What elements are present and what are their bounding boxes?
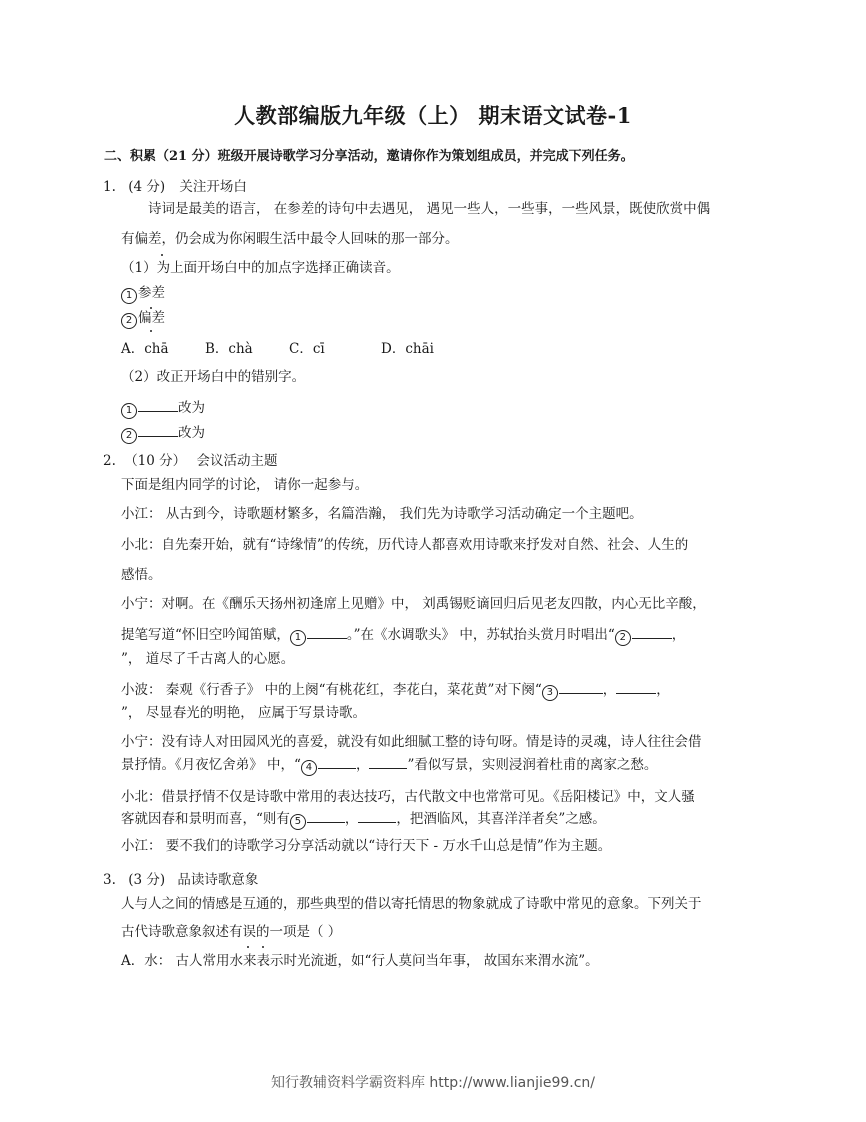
circled-number: 2 [121, 313, 137, 329]
q2-dialogue-4a [121, 680, 670, 701]
answer-blank[interactable] [559, 680, 603, 694]
choice-b[interactable]: B．chà [205, 341, 253, 357]
question-number: 1. [103, 179, 116, 195]
q2-dialogue-7: 小江： 要不我们的诗歌学习分享活动就以“诗行天下 - 万水千山总是情”作为主题。 [121, 838, 612, 854]
circled-number: 2 [121, 428, 137, 444]
section-heading: 二、积累（21 分）班级开展诗歌学习分享活动，邀请你作为策划组成员，并完成下列任务。 [104, 149, 634, 164]
q2-dialogue-1: 小江： 从古到今，诗歌题材繁多，名篇浩瀚， 我们先为诗歌学习活动确定一个主题吧。 [121, 506, 643, 522]
choice-d[interactable]: D．chāi [381, 341, 434, 357]
answer-blank[interactable] [138, 423, 178, 437]
q3-option-a[interactable]: A．水： 古人常用水来表示时光流逝，如“行人莫问当年事， 故国东来渭水流”。 [121, 953, 599, 969]
q1-fix-1 [121, 398, 205, 419]
q2-dialogue-6a: 小北：借景抒情不仅是诗歌中常用的表达技巧，古代散文中也常常可见。《岳阳楼记》中，文人骚 [121, 789, 695, 805]
answer-blank[interactable] [632, 625, 672, 639]
question-2-header [103, 449, 277, 469]
circled-number: 1 [121, 288, 137, 304]
question-number: 3. [103, 872, 116, 888]
q1-subquestion-1: （1）为上面开场白中的加点字选择正确读音。 [121, 260, 400, 276]
circled-number: 5 [290, 814, 306, 830]
q2-dialogue-2a: 小北：自先秦开始，就有“诗缘情”的传统，历代诗人都喜欢用诗歌来抒发对自然、社会、人生的 [121, 537, 689, 553]
line-text: ， [344, 811, 359, 827]
emphasis-dot [161, 254, 163, 256]
circled-number: 3 [542, 685, 558, 701]
q1-option-2 [121, 312, 165, 329]
answer-blank[interactable] [307, 809, 345, 823]
q3-paragraph-line-1: 人与人之间的情感是互通的，那些典型的借以寄托情思的物象就成了诗歌中常见的意象。下列关于 [121, 896, 702, 912]
q1-fix-2 [121, 423, 205, 444]
line-text: ”看似写景，实则浸润着杜甫的离家之愁。 [407, 757, 658, 773]
question-topic: 会议活动主题 [196, 453, 278, 469]
answer-blank[interactable] [138, 398, 178, 412]
emphasis-dot [262, 946, 264, 948]
answer-blank[interactable] [307, 625, 347, 639]
circled-number: 1 [290, 630, 306, 646]
emphasis-dot [150, 330, 152, 332]
q1-option-1 [121, 287, 165, 304]
line-text: ， [656, 682, 670, 698]
option-text: 偏差 [138, 310, 165, 326]
q3-paragraph-line-2: 古代诗歌意象叙述有误的一项是（ ） [121, 924, 342, 940]
answer-blank[interactable] [616, 680, 656, 694]
choice-c[interactable]: C．cī [289, 341, 325, 357]
line-text: 景抒情。《月夜忆舍弟》 中，“ [121, 757, 301, 773]
question-3-header [103, 868, 258, 888]
line-text: ， [602, 682, 617, 698]
choice-a[interactable]: A．chā [121, 341, 169, 357]
q2-dialogue-5a: 小宁：没有诗人对田园风光的喜爱，就没有如此细腻工整的诗句呀。情是诗的灵魂，诗人往往会借 [121, 734, 702, 750]
answer-blank[interactable] [358, 809, 396, 823]
question-topic: 关注开场白 [179, 179, 247, 195]
question-topic: 品读诗歌意象 [177, 872, 259, 888]
q1-paragraph-line-2: 有偏差，仍会成为你闲暇生活中最令人回味的那一部分。 [121, 231, 459, 247]
q2-dialogue-3a: 小宁：对啊。在《酬乐天扬州初逢席上见赠》中， 刘禹锡贬谪回归后见老友四散，内心无比辛酸， [121, 596, 706, 612]
q2-dialogue-3b [121, 625, 685, 646]
line-text: 客就因春和景明而喜，“则有 [121, 811, 290, 827]
q2-dialogue-3c: ”， 道尽了千古离人的心愿。 [121, 651, 295, 667]
q1-subquestion-2: （2）改正开场白中的错别字。 [121, 369, 306, 385]
question-score: （10 分） [124, 453, 187, 469]
q2-dialogue-2b: 感悟。 [121, 567, 162, 583]
question-1-header [103, 175, 247, 195]
line-text: 提笔写道“怀旧空吟闻笛赋， [121, 627, 290, 643]
emphasis-dot [150, 307, 152, 309]
line-text: ， [671, 627, 686, 643]
emphasis-dot [247, 946, 249, 948]
question-score: (3 分) [128, 872, 166, 888]
circled-number: 2 [615, 630, 631, 646]
q2-dialogue-4b: ”， 尽显春光的明艳， 应属于写景诗歌。 [121, 705, 366, 721]
line-text: ，把酒临风，其喜洋洋者矣”之感。 [396, 811, 606, 827]
option-text: 参差 [138, 285, 165, 301]
page-footer: 知行教辅资料学霸资料库 http://www.lianjie99.cn/ [270, 1075, 596, 1091]
circled-number: 1 [121, 403, 137, 419]
q1-paragraph-line-1: 诗词是最美的语言， 在参差的诗句中去遇见， 遇见一些人，一些事，一些风景，既使欣赏中偶 [148, 201, 711, 217]
fix-label: 改为 [178, 400, 205, 416]
q2-dialogue-5b [121, 755, 657, 776]
line-text: 。”在《水调歌头》 中，苏轼抬头赏月时唱出“ [346, 627, 615, 643]
fix-label: 改为 [178, 425, 205, 441]
answer-blank[interactable] [318, 755, 356, 769]
line-text: 小波： 秦观《行香子》 中的上阕“有桃花红，李花白，菜花黄”对下阕“ [121, 682, 542, 698]
question-score: (4 分) [128, 179, 166, 195]
q2-intro: 下面是组内同学的讨论， 请你一起参与。 [121, 477, 369, 493]
answer-blank[interactable] [369, 755, 407, 769]
q2-dialogue-6b [121, 809, 606, 830]
line-text: ， [355, 757, 370, 773]
page-title: 人教部编版九年级（上） 期末语文试卷-1 [234, 103, 632, 128]
question-number: 2. [103, 453, 116, 469]
q1-choices [121, 343, 434, 357]
circled-number: 4 [301, 760, 317, 776]
